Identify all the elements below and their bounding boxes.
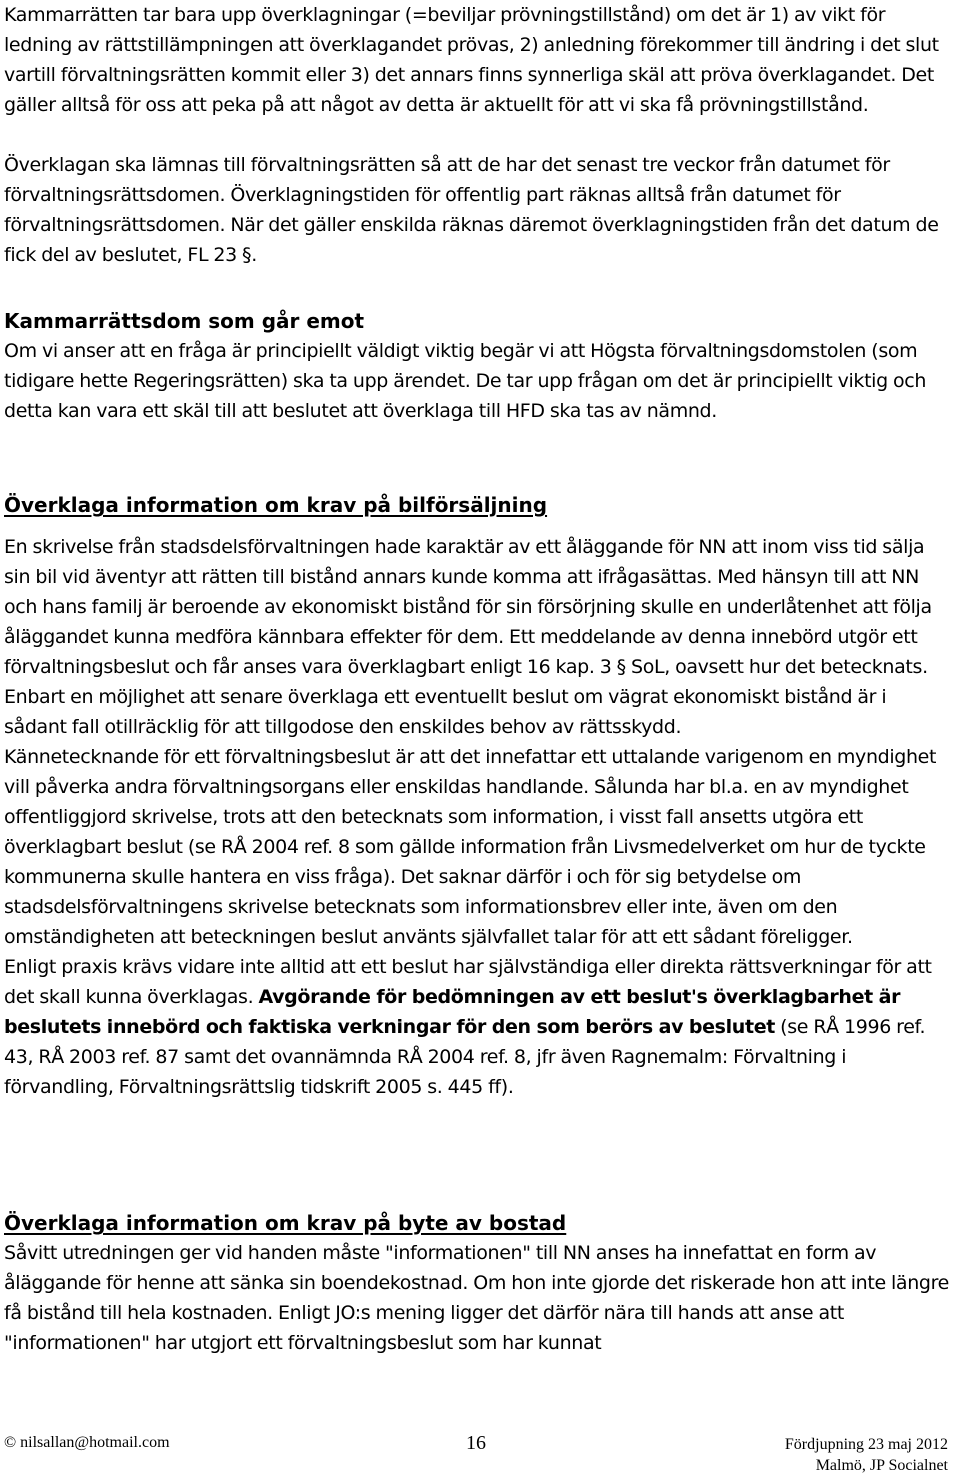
- praxis-intro: Enligt praxis krävs vidare inte alltid att ett beslut har självständiga eller direkta rättsverkningar för att det skall kunna överklagas.: [4, 956, 932, 1008]
- footer-date: Fördjupning 23 maj 2012: [784, 1436, 948, 1453]
- paragraph-bostad: Såvitt utredningen ger vid handen måste "informationen" till NN anses ha innefattat en form av åläggande för henne att sänka sin boendekostnad. Om hon inte gjorde det riskerade hon att inte längre få bistånd till hela kostnaden. Enligt JO:s mening ligger det därför nära till hands att anse att "informationen" har utgjort ett förvaltningsbeslut som har kunnat: [4, 1242, 949, 1354]
- paragraph-prövningstillstånd: Kammarrätten tar bara upp överklagningar (=beviljar prövningstillstånd) om det är 1) av vikt för ledning av rättstillämpningen att överklagandet prövas, 2) anledning förekommer till ändring i det slut vartill förvaltningsrätten kommit eller 3) det annars finns synnerliga skäl att pröva överklagandet. Det gäller alltså för oss att peka på att något av detta är aktuellt för att vi ska få prövningstillstånd.: [4, 4, 939, 116]
- footer-email: © nilsallan@hotmail.com: [4, 1434, 170, 1451]
- heading-bilförsäljning: Överklaga information om krav på bilförsäljning: [4, 493, 548, 517]
- footer-place: Malmö, JP Socialnet: [815, 1457, 948, 1474]
- paragraph-skrivelse: En skrivelse från stadsdelsförvaltningen hade karaktär av ett åläggande för NN att inom viss tid sälja sin bil vid äventyr att rätten till bistånd annars kunde komma att ifrågasättas. Med hänsyn till att NN och hans familj är beroende av ekonomiskt bistånd för sin försörjning skulle en underlåtenhet att följa åläggandet kunna medföra kännbara effekter för dem. Ett meddelande av denna innebörd utgör ett förvaltningsbeslut och får anses vara överklagbart enligt 16 kap. 3 § SoL, oavsett hur det betecknats. Enbart en möjlighet att senare överklaga ett eventuellt beslut om vägrat ekonomiskt bistånd är i sådant fall otillräcklig för att tillgodose den enskildes behov av rättsskydd.: [4, 536, 932, 738]
- praxis-references: (se RÅ 1996 ref. 43, RÅ 2003 ref. 87 samt det ovannämnda RÅ 2004 ref. 8, jfr även Ragnemalm: Förvaltning i förvandling, Förvaltningsrättslig tidskrift 2005 s. 445 ff).: [4, 1016, 926, 1098]
- paragraph-överklagningstid: Överklagan ska lämnas till förvaltningsrätten så att de har det senast tre veckor från datumet för förvaltningsrättsdomen. Överklagningstiden för offentlig part räknas alltså från datumet för förvaltningsrättsdomen. När det gäller enskilda räknas däremot överklagningstiden från det datum de fick del av beslutet, FL 23 §.: [4, 154, 939, 266]
- heading-kammarrättsdom: Kammarrättsdom som går emot: [4, 309, 365, 333]
- praxis-emphasis: Avgörande för bedömningen av ett beslut's överklagbarhet är beslutets innebörd och faktiska verkningar för den som berörs av beslutet: [4, 986, 901, 1038]
- paragraph-hfd: Om vi anser att en fråga är principiellt väldigt viktig begär vi att Högsta förvaltningsdomstolen (som tidigare hette Regeringsrätten) ska ta upp ärendet. De tar upp frågan om det är principiellt viktig och detta kan vara ett skäl till att beslutet att överklaga till HFD ska tas av nämnd.: [4, 340, 927, 422]
- page-footer: [0, 1428, 960, 1472]
- section-bilförsäljning-body: [4, 532, 952, 1102]
- paragraph-praxis: [4, 952, 952, 1102]
- paragraph-kännetecknande: Kännetecknande för ett förvaltningsbeslut är att det innefattar ett uttalande varigenom en myndighet vill påverka andra förvaltningsorgans eller enskildas handlande. Sålunda har bl.a. en av myndighet offentliggjord skrivelse, trots att den betecknats som information, i visst fall ansetts utgöra ett överklagbart beslut (se RÅ 2004 ref. 8 som gällde information från Livsmedelverket om hur de tyckte kommunerna skulle hantera en viss fråga). Det saknar därför i och för sig betydelse om stadsdelsförvaltningens skrivelse betecknats som informationsbrev eller inte, även om den omständigheten att beteckningen beslut använts självfallet talar för att ett sådant föreligger.: [4, 746, 937, 948]
- heading-bostad: Överklaga information om krav på byte av bostad: [4, 1211, 567, 1235]
- page-number: 16: [466, 1432, 486, 1454]
- footer-info: [785, 1434, 948, 1476]
